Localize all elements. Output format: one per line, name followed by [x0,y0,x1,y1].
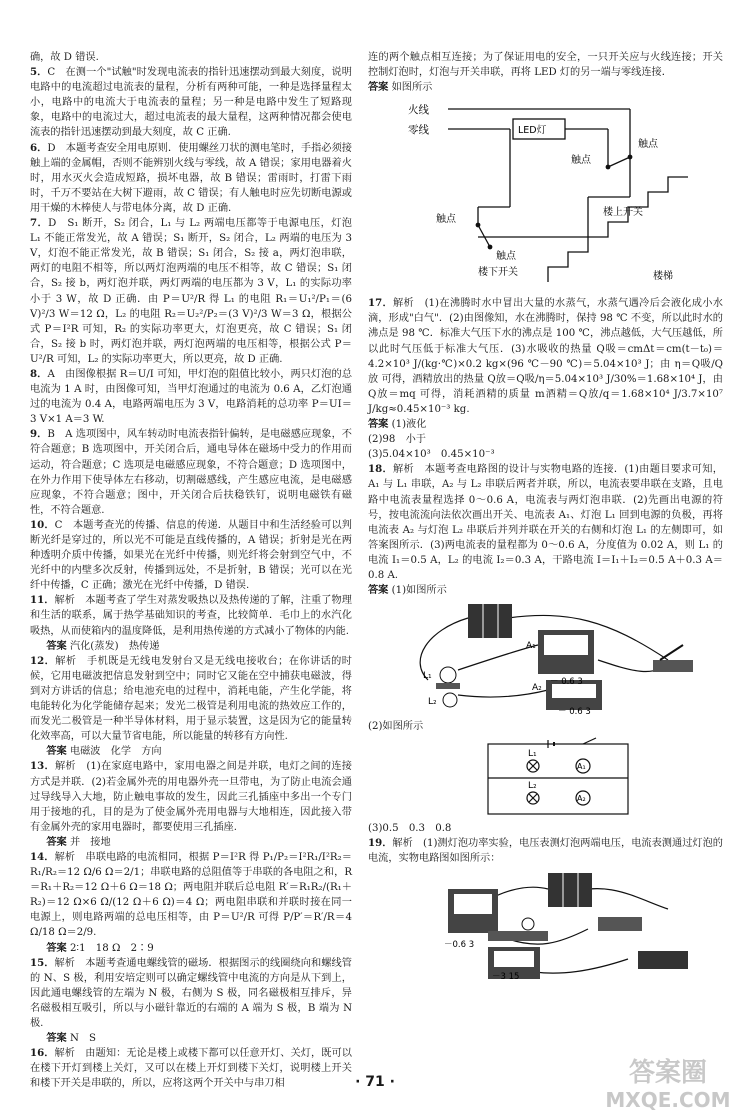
answer-17 [368,417,723,462]
watermark-top: 答案圈 [628,1058,708,1088]
watermark-logo [604,1051,732,1113]
physical-circuit-figure [368,600,723,716]
question-number: 13． [30,760,55,773]
schematic-a2-label: A₂ [577,794,586,804]
question-item [30,427,352,518]
answer-label: 答案 [46,835,67,848]
bulb-l1-label: L₁ [423,671,432,682]
answer-line [30,639,352,654]
fire-line-label: 火线 [408,104,429,117]
question-17 [368,296,723,417]
question-text: 解析 本题考查电路图的设计与实物电路的连接．(1)由题目要求可知，A₁ 与 L₁ 串联，A₂ 与 L₂ 串联后两者并联，所以，电流表要串联在支路，且电路中电流表量程选择 0～0.6 A，电流表与两灯泡串联．(2)先画出电源的符号，按电流流向法依次画出开关、电流表 A₁、灯泡 L₁ 回到电源的负极，再将电流表 A₂ 与灯泡 L₂ 串联后并列并联在开关的右侧和灯泡 L₁ 的左侧即可，如答案图所示．(3)两电流表的量程都为 0～0.6 A，分度值为 0.02 A，则 L₁ 的电流 I₁＝0.5 A，L₂ 的电流 I₂＝0.3 A，干路电流 I＝I₁＋I₂＝0.5 A＋0.3 A＝0.8 A. [368,464,723,581]
item-text: 汽化(蒸发) 热传递 [69,640,160,652]
answer-line [30,1031,352,1046]
item-text: C 本题考查光的传播、信息的传递．从题目中和生活经验可以判断光纤是穿过的，所以光不可能是直线传播的，A 错误；折射是光在两种透明介质中传播，如果光在光纤中传播，则光纤将会射到空气中，不光纤中的内壁多次反射，传播到远处，不是折射，B 错误；光可以在光纤中传播，C 正确；激光在光纤中传播，D 错误. [30,519,352,592]
answer-label: 答案 [46,639,67,652]
answer-label: 答案 [368,418,389,431]
zero-line-label: 零线 [408,124,429,137]
answer-line [30,941,352,956]
answer-label: 答案 [46,1032,67,1045]
schematic-l2-label: L₂ [528,781,537,792]
answer-label: 答案 [46,745,67,758]
answer-line: (3)5.04×10³ 0.45×10⁻³ [368,449,495,461]
switch [598,917,642,931]
contact-label-1: 触点 [638,139,658,151]
question-item [30,850,352,941]
item-text: C 在测一个"试触"时发现电流表的指针迅速摆动到最大刻度，说明电路中的电流超过电流表的量程，分析有两种可能，一种是选择量程太小，电路中的电流大于电流表的量程；另一种是电路中发生了短路现象，电路中的电流过大，超过电流表的最大量程，这两种情况都会使电流表的指针迅速摆动到最大刻度，故 C 正确. [30,67,352,139]
question-item [30,654,352,745]
answer-16 [368,80,723,95]
led-label: LED灯 [518,125,547,137]
question-number: 19． [368,837,393,850]
answer-line: (2)98 小于 [368,434,426,446]
answer-text: (1)如图所示 [391,585,447,597]
question-number: 15． [30,956,55,969]
answer-line [30,744,352,759]
question-18 [368,462,723,583]
item-text: D S₁ 断开，S₂ 闭合，L₁ 与 L₂ 两端电压都等于电源电压，灯泡 L₁ 不能正常发光，故 A 错误；S₁ 断开，S₂ 闭合，L₂ 两端的电压为 3 V，灯泡不能正常发光，故 B 错误；S₁ 闭合，S₂ 接 a，两灯泡串联，两灯的电阻不相等，所以两灯泡两端的电压不相等，故 C 错误；S₁ 闭合，S₂ 接 b，两灯泡并联，两灯两端的电压都为 3 V，L₁ 的实际功率小于 3 W，故 D 正确．由 P＝U²/R 得 L₁ 的电阻 R₁＝U₁²/P₁＝(6 V)²/3 W＝12 Ω，L₂ 的电阻 R₂＝U₂²/P₂＝(3 V)²/3 W＝3 Ω，根据公式 P＝I²R 可知，R₂ 的实际功率更大，灯泡更亮，故 C 错误；S₁ 闭合，S₂ 接 b 时，两灯泡并联，两灯泡两端的电压相等，根据公式 P＝U²/R 可知，L₂ 的实际功率更大，所以更亮，故 D 正确. [30,218,352,365]
question-19 [368,836,723,866]
answer-label: 答案 [368,584,389,597]
stair-switch-circuit-figure [368,97,723,293]
answer-text: 如图所示 [391,82,433,94]
item-text: 确，故 D 错误. [30,52,99,63]
ammeter-scale: －0.6 3 [444,939,475,950]
question-item [30,759,352,834]
question-number: 9． [30,428,48,441]
schematic-diagram [368,736,723,818]
item-text: 解析 串联电路的电流相同，根据 P＝I²R 得 P₁/P₂＝I²R₁/I²R₂＝R₁/R₂＝12 Ω/6 Ω＝2/1；串联电路的总阻值等于串联的各电阻之和，R＝R₁＋R₂＝12 Ω＋6 Ω＝18 Ω；两电阻并联后总电阻 R′＝R₁R₂/(R₁＋R₂)＝12 Ω×6 Ω/(12 Ω＋6 Ω)＝4 Ω；两电阻串联和并联时接在同一电源上，则电路两端的总电压相等，由 P＝U²/R 可得 P/P′＝R′/R＝4 Ω/18 Ω＝2/9. [30,851,352,939]
bulb-l2-label: L₂ [428,697,437,708]
stairs-label: 楼梯 [653,271,673,283]
question-item [30,518,352,593]
question-number: 6． [30,141,48,154]
ammeter-a2-scale: － 0.6 3 [558,707,591,717]
question-text: 解析 (1)在沸腾时水中冒出大量的水蒸气，水蒸气遇冷后会液化成小水滴，形成"白气"．(2)由图像知，水在沸腾时，保持 98 ℃ 不变，所以此时水的沸点是 98 ℃．标准大气压下水的沸点是 100 ℃，沸点越低，大气压越低，所以此时气压低于标准大气压．(3)水吸收的热量 Q吸＝cmΔt＝cm(t－t₀)＝4.2×10³ J/(kg·℃)×0.2 kg×(96 ℃－90 ℃)＝5.04×10³ J；由 η＝Q吸/Q放 可得，酒精放出的热量 Q放＝Q吸/η＝5.04×10³ J/30%＝1.68×10⁴ J，由 Q放＝mq 可得，消耗酒精的质量 m酒精＝Q放/q＝1.68×10⁴ J/3.7×10⁷ J/kg≈0.45×10⁻³ kg. [368,298,723,415]
answer-label: 答案 [368,81,389,94]
contact-label-3: 触点 [436,214,456,226]
answer-line [30,835,352,850]
question-item [30,141,352,216]
question-number: 7． [30,217,49,230]
question-item [30,50,352,65]
lamp-power-circuit-figure [368,869,723,981]
ammeter-a1-label: A₁ [526,641,536,652]
schematic-a1-label: A₁ [577,762,586,772]
question-item [30,367,352,427]
left-column [30,50,352,1091]
answer-18-fig2-caption: (2)如图所示 [368,721,424,733]
question-number: 18． [368,463,394,476]
item-text: A 由图像根据 R＝U/I 可知，甲灯泡的阻值比较小，两只灯泡的总电流为 1 A 时，由图像可知，当甲灯泡通过的电流为 0.6 A，乙灯泡通过的电流为 0.4 A，电路两端电压为 3 V，电路消耗的总功率 P＝UI＝3 V×1 A＝3 W. [30,368,353,426]
schematic-l1-label: L₁ [528,749,537,760]
answer-18 [368,583,723,598]
question-item [30,593,352,638]
ammeter-a1-scale: － 0.6 3 [550,677,583,688]
item-text: 解析 本题考查了学生对蒸发吸热以及热传递的了解，注重了物理和生活的联系，属于热学基础知识的考查，比较简单．毛巾上的水汽化吸热，从而使箱内的温度降低，是利用热传递的方式减小了物体的内能. [30,595,352,637]
question-number: 14． [30,850,55,863]
question-number: 16． [30,1047,55,1060]
question-number: 17． [368,297,394,310]
item-text: B A 选项图中，风车转动时电流表指针偏转，是电磁感应现象，不符合题意；B 选项图中，开关闭合后，通电导体在磁场中受力的作用而运动，符合题意；C 选项是电磁感应现象，不符合题意；D 选项图中，在外力作用下使导体左右移动，切割磁感线，产生感应电流，是电磁感应现象，不符合题意；图中，开关闭合后扶稳铁钉，说明电磁铁有磁性，不符合题意. [30,429,352,516]
question-item [30,216,352,367]
question-number: 12． [30,654,56,667]
answer-line: (1)液化 [391,419,427,431]
right-column [368,50,723,984]
question-item [30,956,352,1031]
item-text: 电磁波 化学 方向 [69,746,162,758]
item-text: 解析 手机既是无线电发射台又是无线电接收台；在你讲话的时候，它用电磁波把信息发射到空中；同时它又能在空中捕获电磁波，得到对方讲话的信息；给电池充电的过程中，消耗电能，产生化学能，将电能转化为化学能储存起来；发光二极管是利用电流的热效应工作的，而发光二极管是一种半导体材料，用于显示装置，这是因为它的能量转化效率高，可以大量节省电能，所以能量的转移有方向性. [30,655,352,743]
contact-label-2: 触点 [571,155,591,167]
answer-18-part3: (3)0.5 0.3 0.8 [368,823,452,835]
answer-label: 答案 [46,941,67,954]
q16-continued: 连的两个触点相互连接；为了保证用电的安全，一只开关应与火线连接；开关控制灯泡时，灯泡与开关串联，再将 LED 灯的另一端与零线连接． [368,52,723,79]
downstairs-switch-label: 楼下开关 [478,267,518,279]
voltmeter-scale: －3 15 [492,971,520,981]
question-text: 解析 (1)测灯泡功率实验，电压表测灯泡两端电压，电流表测通过灯泡的电流，实物电路图如图所示： [368,838,723,865]
question-number: 11． [30,594,55,607]
item-text: 解析 由题知：无论是楼上或楼下都可以任意开灯、关灯，既可以在楼下开灯到楼上关灯，又可以在楼上开灯到楼下关灯，说明楼上开关和楼下开关是串联的，所以，应将这两个开关中与串刀相 [30,1048,352,1090]
upstairs-switch-label: 楼上开关 [603,207,643,219]
physical-circuit-drawing [368,600,723,716]
question-number: 10． [30,518,55,531]
lamp-power-circuit-drawing [368,869,723,981]
item-text: 解析 本题考查通电螺线管的磁场．根据图示的线圈绕向和螺线管的 N、S 极，利用安培定则可以确定螺线管中电流的方向是从下到上，因此通电螺线管的左端为 N 极，右侧为 S 极，同名磁极相互排斥，异名磁极相互吸引，所以与小磁针靠近的右端的 A 端为 S 极，B 端为 N 极. [30,957,352,1029]
schematic-figure [368,736,723,818]
question-item [30,65,352,140]
battery-pack [548,873,592,907]
question-number: 5． [30,66,48,79]
item-text: N S [69,1033,97,1045]
page-number: · 71 · [355,1074,395,1090]
item-text: D 本题考查安全用电原则．使用螺丝刀状的测电笔时，手指必须接触上端的金属帽，否则不能辨别火线与零线，故 A 错误；家用电器着火时，用水灭火会造成短路，损坏电器，故 B 错误；雷雨时，打雷下雨时，千万不要站在大树下避雨，故 C 错误；有人触电时应先切断电源或用干燥的木棒使人与带电体分离，故 D 正确. [30,142,352,214]
stair-circuit-diagram [368,97,723,293]
item-text: 解析 (1)在家庭电路中，家用电器之间是并联，电灯之间的连接方式是并联．(2)若金属外壳的用电器外壳一旦带电，为了防止电流会通过导线导入大地，防止触电事故的发生，因此三孔插座中多出一个专门用于接地的孔，目的是为了使金属外壳用电器与大地相连，因此接入带有金属外壳的家用电器时，都要使用三孔插座. [30,761,352,833]
item-text: 2∶1 18 Ω 2∶9 [69,942,154,954]
contact-label-4: 触点 [496,251,516,263]
question-number: 8． [30,367,48,380]
lamp [522,918,534,930]
item-text: 并 接地 [69,836,111,848]
ammeter-a2-label: A₂ [532,683,542,694]
watermark-bottom: MXQE.COM [605,1088,731,1112]
rheostat [638,951,688,969]
